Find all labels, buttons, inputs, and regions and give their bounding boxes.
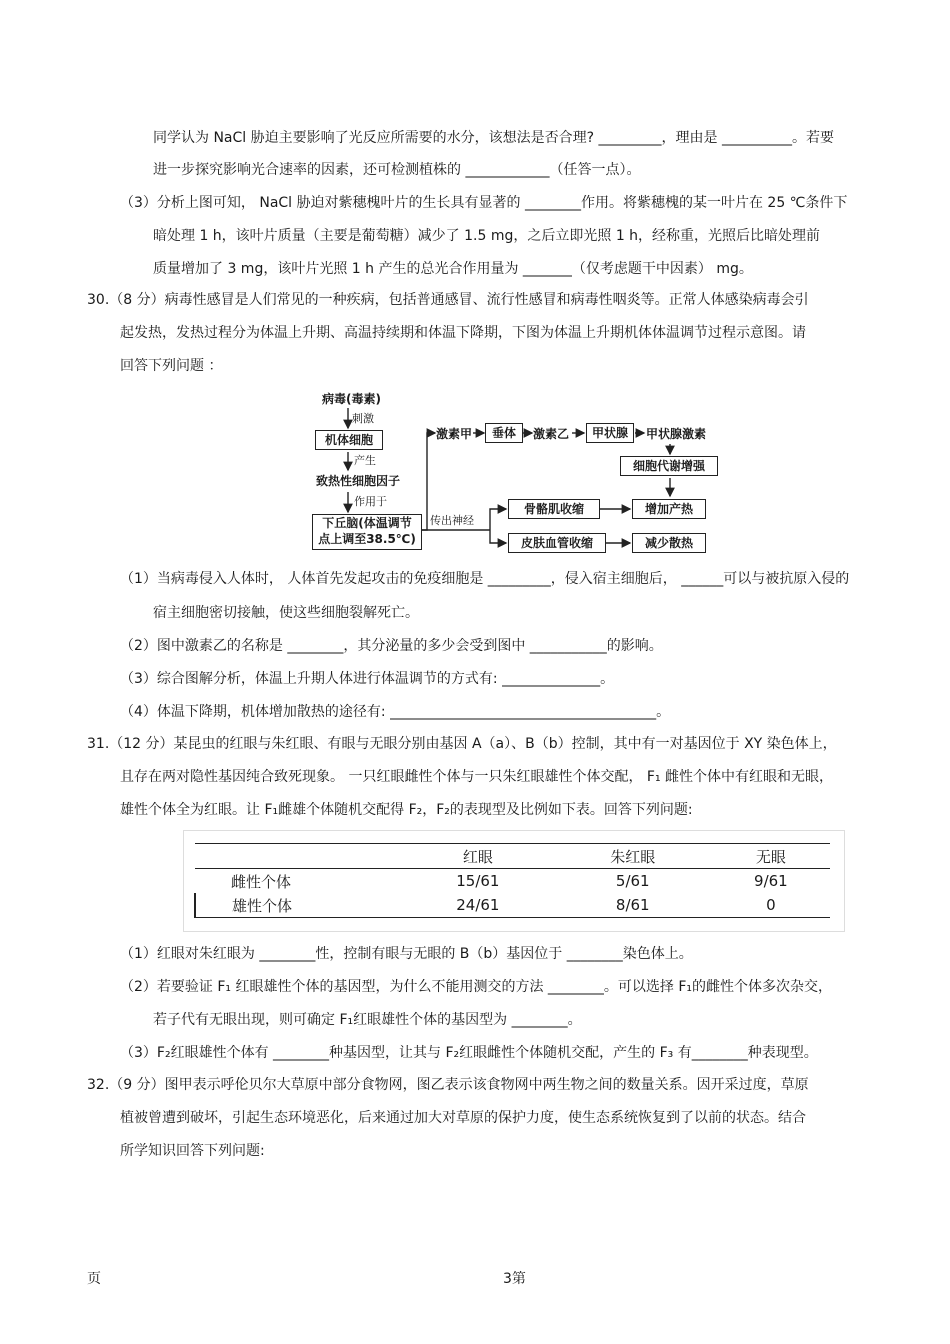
table-cell: 雌性个体: [231, 872, 292, 891]
hormone-a-label: 激素甲: [436, 427, 473, 441]
text-line: （1）当病毒侵入人体时， 人体首先发起攻击的免疫细胞是 _________，侵入宿主细胞后， ______可以与被抗原入侵的: [120, 571, 850, 587]
text-line: 且存在两对隐性基因纯合致死现象。 一只红眼雌性个体与一只朱红眼雄性个体交配， F₁ 雌性个体中有红眼和无眼，: [120, 769, 834, 785]
text-line: （3）F₂红眼雄性个体有 ________种基因型，让其与 F₂红眼雌性个体随机交配，产生的 F₃ 有________种表现型。: [120, 1045, 818, 1061]
heat-down-box: 减少散热: [632, 533, 706, 553]
text-line: 同学认为 NaCl 胁迫主要影响了光反应所需要的水分，该想法是否合理? _________，理由是 __________。若要: [153, 130, 834, 146]
phenotype-table: [194, 843, 830, 918]
table-cell: 雄性个体: [195, 893, 402, 918]
text-line: 回答下列问题 ：: [120, 358, 223, 374]
question-31-stem: 31.（12 分）某昆虫的红眼与朱红眼、有眼与无眼分别由基因 A（a）、B（b）控制，其中有一对基因位于 XY 染色体上，: [87, 736, 837, 752]
table-header-cell: 红眼: [462, 847, 493, 866]
pyrogen-label: 致热性细胞因子: [316, 474, 401, 488]
table-cell: 9/61: [754, 872, 788, 890]
text-line: 宿主细胞密切接触，使这些细胞裂解死亡。: [153, 605, 419, 621]
heat-up-box: 增加产热: [632, 499, 706, 519]
table-cell: 15/61: [456, 872, 500, 890]
table-cell: 24/61: [456, 896, 500, 914]
text-line: 若子代有无眼出现，则可确定 F₁红眼雄性个体的基因型为 ________。: [153, 1012, 582, 1028]
text-line: （2）若要验证 F₁ 红眼雄性个体的基因型，为什么不能用测交的方法 ________。可以选择 F₁的雌性个体多次杂交，: [120, 979, 833, 995]
body-cell-box: 机体细胞: [315, 430, 383, 450]
text-line: 起发热，发热过程分为体温上升期、高温持续期和体温下降期，下图为体温上升期机体体温调节过程示意图。请: [120, 325, 806, 341]
text-line: （1）红眼对朱红眼为 ________性，控制有眼与无眼的 B（b）基因位于 ________染色体上。: [120, 946, 693, 962]
thyroid-box: 甲状腺: [586, 423, 634, 443]
table-header-row: [195, 844, 830, 869]
text-line: （2）图中激素乙的名称是 ________，其分泌量的多少会受到图中 ___________的影响。: [120, 638, 663, 654]
thyroxine-label: 甲状腺激素: [646, 427, 707, 441]
phenotype-table-frame: [183, 830, 845, 932]
table-header-cell: 无眼: [755, 847, 786, 866]
hypothalamus-line-2: 点上调至38.5℃): [318, 532, 416, 546]
metabolism-box: 细胞代谢增强: [620, 456, 718, 476]
table-cell: 8/61: [615, 896, 650, 914]
question-30-stem: 30.（8 分）病毒性感冒是人们常见的一种疾病，包括普通感冒、流行性感冒和病毒性咽炎等。正常人体感染病毒会引: [87, 292, 809, 308]
pituitary-box: 垂体: [485, 423, 523, 443]
efferent-nerve-label: 传出神经: [430, 514, 474, 527]
hypothalamus-box: [312, 514, 422, 550]
text-line: （3）分析上图可知， NaCl 胁迫对紫穗槐叶片的生长具有显著的 ________作用。将紫穗槐的某一叶片在 25 ℃条件下: [120, 195, 848, 211]
virus-label: 病毒(毒素): [322, 392, 381, 406]
produce-label: 产生: [354, 454, 376, 467]
table-row: [195, 893, 830, 918]
table-cell: 5/61: [615, 872, 650, 890]
table-header-cell: 朱红眼: [610, 847, 656, 866]
question-32-stem: 32.（9 分）图甲表示呼伦贝尔大草原中部分食物网，图乙表示该食物网中两生物之间的数量关系。因开采过度，草原: [87, 1077, 809, 1093]
hormone-b-label: 激素乙: [533, 427, 570, 441]
vessel-box: 皮肤血管收缩: [508, 533, 606, 553]
thermoregulation-diagram: [310, 388, 730, 560]
text-line: （3）综合图解分析，体温上升期人体进行体温调节的方式有: ______________。: [120, 671, 615, 687]
text-line: 雄性个体全为红眼。让 F₁雌雄个体随机交配得 F₂，F₂的表现型及比例如下表。回答下列问题:: [120, 802, 693, 818]
text-line: （4）体温下降期，机体增加散热的途径有: ______________________________________。: [120, 704, 671, 720]
acts-on-label: 作用于: [354, 495, 387, 508]
text-line: 质量增加了 3 mg，该叶片光照 1 h 产生的总光合作用量为 _______（仅考虑题干中因素） mg。: [153, 261, 753, 277]
text-line: 植被曾遭到破坏，引起生态环境恶化，后来通过加大对草原的保护力度，使生态系统恢复到了以前的状态。结合: [120, 1110, 806, 1126]
muscle-box: 骨骼肌收缩: [508, 499, 600, 519]
stimulate-label: 刺激: [352, 412, 374, 425]
footer-left: 页: [87, 1271, 101, 1287]
text-line: 所学知识回答下列问题:: [120, 1143, 265, 1159]
table-header-cell: [195, 844, 402, 869]
text-line: 暗处理 1 h，该叶片质量（主要是葡萄糖）减少了 1.5 mg，之后立即光照 1 h，经称重，光照后比暗处理前: [153, 228, 821, 244]
text-line: 进一步探究影响光合速率的因素，还可检测植株的 ____________（任答一点）。: [153, 162, 641, 178]
table-row: [195, 869, 830, 894]
table-cell: 0: [766, 896, 776, 914]
hypothalamus-line-1: 下丘脑(体温调节: [322, 516, 412, 530]
page-number: 3第: [503, 1271, 526, 1287]
